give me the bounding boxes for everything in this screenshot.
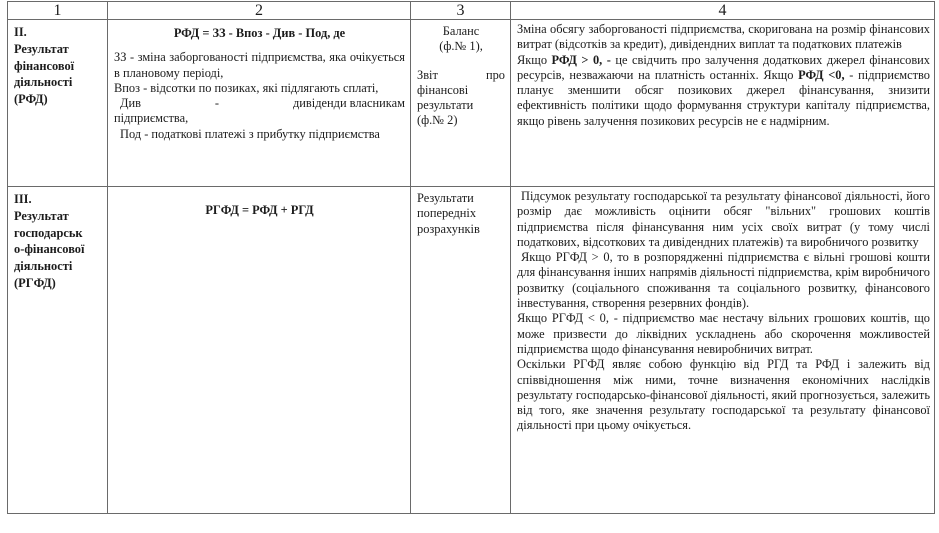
desc-text: - підприємство планує зменшити обсяг позикових джерел фінансування, знизити ефективність політики щодо формування структури капіталу підприємства, якщо рівень залучення позикових ресурсів не є надмірним. — [517, 67, 930, 128]
indicator-name-line: фінансової — [14, 58, 75, 73]
indicator-name-cell — [8, 187, 108, 514]
indicator-name-line: Результат — [14, 41, 69, 56]
formula-def-div-cont: підприємства, — [114, 111, 189, 126]
header-cell-2: 2 — [108, 2, 411, 20]
description-paragraph: Зміна обсягу заборгованості підприємства, скоригована на розмір фінансових витрат (відсотків за кредит), дивідендних виплат та податкових платежів — [517, 22, 930, 52]
source-cell — [411, 187, 511, 514]
source-line: фінансові — [417, 82, 469, 97]
formula-def-div-term: Див — [120, 96, 141, 111]
indicator-number: II. — [14, 25, 27, 39]
indicator-name-line: Результат — [14, 208, 69, 223]
header-cell-4: 4 — [511, 2, 935, 20]
formula-cell — [108, 20, 411, 187]
formula: РГФД = РФД + РГД — [205, 203, 314, 217]
indicator-number: III. — [14, 192, 32, 206]
table-row-rgfd — [8, 187, 935, 514]
source-cell — [411, 20, 511, 187]
formula-def-div-text: дивіденди власникам — [292, 96, 405, 111]
description-paragraph: Оскільки РГФД являє собою функцію від РГД та РФД і залежить від співвідношення між ними, точне визначення економічних наслідків результату господарсько-фінансової діяльності, який прогнозується, залежить від того, яке значення результату господарської та результату фінансової діяльності при цьому очікується. — [517, 357, 930, 433]
description-cell — [511, 187, 935, 514]
source-line: результати — [417, 98, 474, 113]
financial-results-table — [7, 1, 935, 514]
description-paragraph: Якщо РГФД < 0, - підприємство має нестачу вільних грошових коштів, що може призвести до ліквідних ускладнень або скорочення можливостей підприємства щодо фінансування невиробничих витрат. — [517, 311, 930, 356]
desc-text: Якщо — [517, 52, 552, 67]
indicator-name-line: господарськ — [14, 225, 83, 240]
indicator-abbr: (РФД) — [14, 92, 48, 107]
desc-condition-positive: РФД > 0, - — [551, 52, 611, 67]
source-line: попередніх — [417, 206, 477, 221]
header-row — [8, 2, 935, 20]
desc-text: це свідчить про залучення додаткових джерел фінансових ресурсів, незважаючи на платність останніх. Якщо — [517, 52, 931, 82]
formula-def-div — [114, 96, 405, 111]
indicator-abbr: (РГФД) — [14, 275, 56, 290]
source-line: Баланс — [442, 24, 480, 38]
source-word: Звіт — [417, 67, 438, 82]
table-row-rfd — [8, 20, 935, 187]
description-cell — [511, 20, 935, 187]
formula-def-div-dash: - — [214, 96, 220, 111]
description-paragraph: Підсумок результату господарської та результату фінансової діяльності, його розмір дає можливість оцінити обсяг "вільних" грошових коштів підприємства після фінансування ним усіх своїх витрат (у тому числі податкових, відсоткових та дивідендних платежів) та виробничого розвитку — [517, 189, 930, 249]
formula-def-pod: Под - податкові платежі з прибутку підприємства — [120, 126, 380, 141]
indicator-name-cell — [8, 20, 108, 187]
description-paragraph: Якщо РГФД > 0, то в розпорядженні підприємства є вільні грошові кошти для фінансування інших напрямів діяльності підприємства, крім виробничого розвитку (соціального споживання та соціального розвитку, фінансового інвестування, створення резервних фондів). — [517, 250, 930, 311]
formula-def-zz: ЗЗ - зміна заборгованості підприємства, яка очікується в плановому періоді, — [114, 50, 405, 80]
formula-def-vpoz: Впоз - відсотки по позиках, які підлягають сплаті, — [114, 80, 379, 95]
source-line: (ф.№ 2) — [417, 113, 458, 128]
source-line: (ф.№ 1), — [439, 39, 483, 54]
source-line: розрахунків — [417, 221, 480, 236]
indicator-name-line: діяльності — [14, 259, 73, 274]
formula: РФД = ЗЗ - Впоз - Див - Под, де — [173, 26, 346, 40]
desc-condition-negative: РФД <0, — [798, 67, 845, 82]
formula-cell — [108, 187, 411, 514]
source-line-split — [417, 68, 505, 83]
header-cell-3: 3 — [411, 2, 511, 20]
source-word: про — [485, 67, 505, 82]
source-line: Результати — [417, 191, 474, 205]
indicator-name-line: діяльності — [14, 75, 73, 90]
description-paragraph — [517, 53, 930, 129]
indicator-name-line: о-фінансової — [14, 242, 85, 257]
header-cell-1: 1 — [8, 2, 108, 20]
